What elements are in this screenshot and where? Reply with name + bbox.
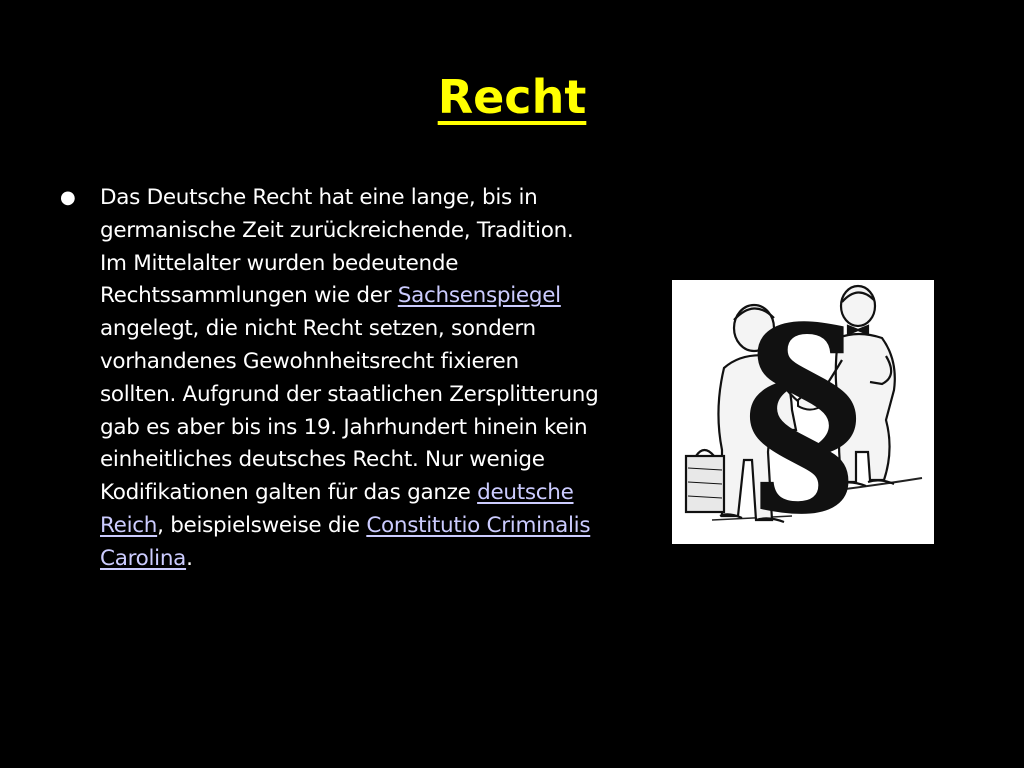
deutsche-reich-link[interactable]: deutsche Reich [100, 480, 574, 538]
slide-title-text: Recht [437, 70, 587, 124]
slide-title [0, 62, 1024, 132]
illustration-drawing [672, 280, 934, 544]
constitutio-criminalis-carolina-link[interactable]: Constitutio Criminalis Carolina [100, 512, 591, 571]
text-segment-3: , beispielsweise die [157, 512, 367, 538]
bullet-icon: ● [60, 187, 76, 208]
paragraph-sign-illustration [672, 280, 934, 544]
list-item [60, 182, 600, 576]
paragraph-sign-icon: § [742, 280, 864, 544]
text-segment-1: Das Deutsche Recht hat eine lange, bis in germanische Zeit zurückreichende, Tradition. Im Mittelalter wurden bedeutende Rechtssammlungen wie der [100, 185, 574, 309]
bullet-list [60, 182, 600, 576]
sachsenspiegel-link[interactable]: Sachsenspiegel [397, 283, 561, 309]
body-paragraph [100, 182, 600, 576]
text-segment-4: . [186, 545, 193, 571]
text-segment-2: angelegt, die nicht Recht setzen, sondern vorhandenes Gewohnheitsrecht fixieren sollten. Aufgrund der staatlichen Zersplitterung gab es aber bis ins 19. Jahrhundert hinein kein einheitliches deutsches Recht. Nur wenige Kodifikationen galten für das ganze [100, 316, 599, 506]
